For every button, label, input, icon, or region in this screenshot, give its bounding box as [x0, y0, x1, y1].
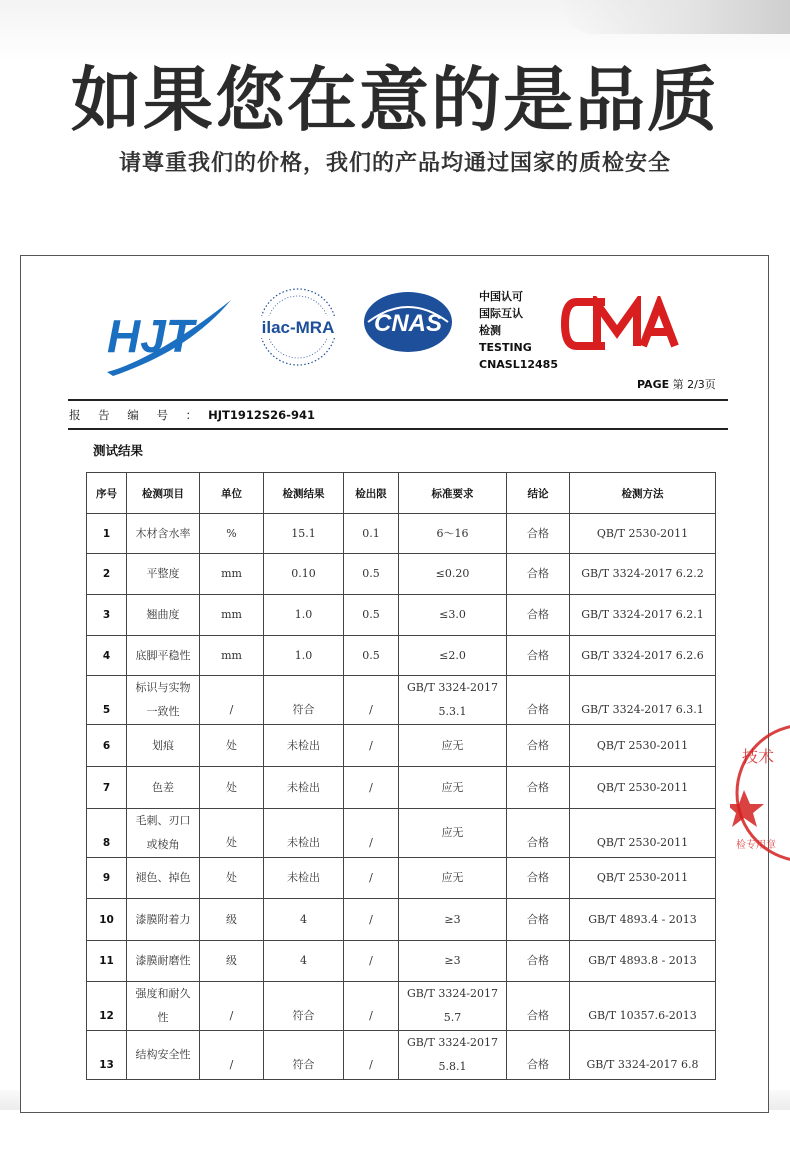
cma-logo — [561, 296, 681, 352]
cell-text: QB/T 2530-2011 — [596, 526, 689, 540]
cell-text: 强度和耐久 — [135, 987, 191, 1000]
table-row — [87, 858, 716, 899]
cell-text: 未检出 — [287, 738, 320, 752]
col-header-result: 检测结果 — [264, 473, 344, 514]
cell-seq — [87, 676, 127, 725]
cell-text: 应无 — [441, 871, 464, 884]
table-row — [87, 636, 716, 676]
cell-seq — [87, 636, 127, 676]
table-row — [87, 899, 716, 941]
cell-text: 7 — [102, 781, 111, 794]
cell-unit — [200, 514, 264, 554]
cell-result — [264, 595, 344, 636]
cell-result — [264, 858, 344, 899]
header-rule-bottom — [68, 428, 728, 430]
cell-seq — [87, 858, 127, 899]
cell-text: 4 — [300, 954, 307, 967]
cell-unit — [200, 1031, 264, 1080]
cell-text: 平整度 — [146, 567, 180, 580]
hjt-logo — [99, 294, 235, 378]
stamp-text-top: 技术 — [742, 747, 775, 766]
cell-method — [570, 858, 716, 899]
ilac-logo-text: ilac-MRA — [261, 318, 335, 337]
cell-text: / — [229, 1058, 234, 1071]
cma-m-stroke — [597, 304, 637, 346]
cell-requirement — [399, 676, 507, 725]
cell-text: GB/T 3324-2017 — [406, 1036, 499, 1049]
cell-text: 合格 — [527, 526, 549, 540]
ilac-mra-logo — [250, 286, 346, 368]
results-table — [86, 472, 716, 1080]
table-row — [87, 982, 716, 1031]
cell-text: 合格 — [527, 912, 549, 926]
cell-text: 级 — [226, 912, 237, 926]
cell-text: / — [369, 703, 373, 716]
cell-text: 褪色、掉色 — [135, 871, 191, 884]
page-label: PAGE — [637, 378, 670, 391]
accreditation-line: 国际互认 — [479, 307, 523, 320]
cell-result — [264, 1031, 344, 1080]
table-header-row — [87, 473, 716, 514]
cell-result — [264, 554, 344, 595]
cell-text: mm — [221, 608, 242, 621]
cell-text: GB/T 10357.6-2013 — [588, 1009, 697, 1022]
cell-text: / — [369, 738, 373, 752]
cell-result — [264, 941, 344, 982]
headline: 如果您在意的是品质 — [71, 58, 719, 141]
cell-method — [570, 514, 716, 554]
cell-text: QB/T 2530-2011 — [596, 836, 689, 849]
cell-requirement — [399, 899, 507, 941]
cell-text: 处 — [226, 780, 237, 794]
cell-result — [264, 982, 344, 1031]
cell-text: ≤3.0 — [439, 608, 466, 621]
table-row — [87, 767, 716, 809]
cell-limit — [344, 554, 399, 595]
cell-result — [264, 725, 344, 767]
cell-result — [264, 636, 344, 676]
cell-limit — [344, 1031, 399, 1080]
table-row — [87, 809, 716, 858]
cell-unit — [200, 809, 264, 858]
cell-text: 15.1 — [291, 526, 316, 540]
cell-unit — [200, 767, 264, 809]
page-indicator — [637, 376, 716, 392]
cell-seq — [87, 767, 127, 809]
cell-text: 性 — [157, 1011, 169, 1024]
cell-seq — [87, 514, 127, 554]
table-row — [87, 676, 716, 725]
cell-limit — [344, 809, 399, 858]
cell-limit — [344, 767, 399, 809]
cell-text: 木材含水率 — [135, 526, 191, 540]
cell-text: 色差 — [152, 780, 174, 794]
cell-text: 1.0 — [294, 608, 313, 621]
cell-text: / — [229, 703, 234, 716]
cell-item — [127, 858, 200, 899]
cell-item — [127, 595, 200, 636]
table-row — [87, 595, 716, 636]
cell-conclusion — [507, 858, 570, 899]
cell-text: 合格 — [527, 954, 549, 967]
accreditation-line: CNASL12485 — [479, 358, 558, 371]
cell-text: 符合 — [292, 1058, 315, 1071]
cell-text: 0.5 — [362, 648, 380, 662]
cell-text: 合格 — [527, 567, 549, 580]
cell-text: 8 — [102, 837, 111, 849]
cell-limit — [344, 636, 399, 676]
cell-unit — [200, 941, 264, 982]
cell-limit — [344, 595, 399, 636]
cell-text: 6 — [102, 739, 111, 752]
table-row — [87, 1031, 716, 1080]
test-report-page — [20, 255, 769, 1113]
cell-requirement — [399, 809, 507, 858]
col-header-limit: 检出限 — [344, 473, 399, 514]
cell-method — [570, 636, 716, 676]
cell-text: 0.5 — [362, 567, 380, 580]
cell-text: / — [369, 912, 373, 926]
cell-text: 漆膜附着力 — [135, 912, 191, 926]
cell-seq — [87, 982, 127, 1031]
cell-text: 合格 — [527, 738, 549, 752]
col-header-item: 检测项目 — [127, 473, 200, 514]
cell-requirement — [399, 982, 507, 1031]
cell-text: 4 — [102, 649, 111, 662]
cell-text: 漆膜耐磨性 — [135, 954, 191, 967]
cell-seq — [87, 595, 127, 636]
cell-conclusion — [507, 636, 570, 676]
cell-text: 5 — [102, 704, 111, 716]
cell-requirement — [399, 514, 507, 554]
cell-method — [570, 554, 716, 595]
cell-text: / — [369, 780, 373, 794]
report-number-line — [69, 407, 315, 423]
cnas-logo-text: CNAS — [373, 310, 443, 337]
cell-text: 3 — [102, 609, 111, 621]
decorative-brush-stroke — [560, 0, 790, 34]
cell-text: 处 — [226, 871, 237, 884]
cell-method — [570, 595, 716, 636]
table-row — [87, 941, 716, 982]
cell-text: 划痕 — [152, 738, 174, 752]
cell-result — [264, 809, 344, 858]
cell-text: 一致性 — [146, 705, 180, 718]
cell-text: 未检出 — [287, 871, 320, 884]
cell-text: ≥3 — [444, 954, 461, 967]
cell-text: % — [226, 526, 237, 540]
cell-method — [570, 725, 716, 767]
cell-conclusion — [507, 725, 570, 767]
col-header-method: 检测方法 — [570, 473, 716, 514]
cell-requirement — [399, 554, 507, 595]
col-header-conclusion: 结论 — [507, 473, 570, 514]
cell-text: 5.8.1 — [438, 1060, 467, 1073]
cell-text: 0.5 — [362, 608, 380, 621]
cell-seq — [87, 725, 127, 767]
cell-text: 应无 — [441, 780, 464, 794]
cell-text: / — [369, 954, 373, 967]
cell-conclusion — [507, 595, 570, 636]
cell-conclusion — [507, 899, 570, 941]
cell-requirement — [399, 595, 507, 636]
cell-text: GB/T 3324-2017 — [406, 987, 499, 1000]
cell-text: / — [369, 871, 373, 884]
cell-text: QB/T 2530-2011 — [596, 780, 689, 794]
cell-text: GB/T 3324-2017 — [406, 681, 499, 694]
cell-limit — [344, 858, 399, 899]
cell-item — [127, 809, 200, 858]
cell-unit — [200, 982, 264, 1031]
cell-limit — [344, 514, 399, 554]
cell-unit — [200, 595, 264, 636]
cell-limit — [344, 941, 399, 982]
results-table-body — [87, 514, 716, 1080]
cell-text: 1.0 — [294, 648, 313, 662]
accreditation-text — [479, 288, 559, 373]
cell-text: GB/T 3324-2017 6.2.1 — [581, 608, 704, 621]
section-title: 测试结果 — [93, 443, 144, 458]
cell-text: ≤0.20 — [435, 567, 470, 580]
cell-unit — [200, 636, 264, 676]
cell-conclusion — [507, 941, 570, 982]
cell-text: 应无 — [441, 826, 464, 839]
cell-text: 处 — [226, 836, 237, 849]
cell-text: GB/T 4893.4 - 2013 — [588, 912, 697, 926]
cell-text: 2 — [102, 568, 111, 580]
cell-text: 翘曲度 — [146, 608, 180, 621]
cell-item — [127, 636, 200, 676]
cell-requirement — [399, 941, 507, 982]
stamp-star-icon — [730, 790, 764, 827]
cell-text: 合格 — [527, 703, 549, 716]
cell-text: 合格 — [527, 871, 549, 884]
cell-conclusion — [507, 809, 570, 858]
cell-result — [264, 676, 344, 725]
cell-text: GB/T 3324-2017 6.3.1 — [581, 703, 704, 716]
page-value: 第 2/3页 — [672, 378, 716, 391]
cell-text: 11 — [99, 955, 114, 967]
cell-text: QB/T 2530-2011 — [596, 871, 689, 884]
cell-text: 10 — [99, 913, 114, 926]
cell-text: GB/T 3324-2017 6.2.2 — [581, 567, 704, 580]
cell-text: QB/T 2530-2011 — [596, 738, 689, 752]
table-row — [87, 725, 716, 767]
col-header-seq: 序号 — [87, 473, 127, 514]
cell-item — [127, 554, 200, 595]
cell-method — [570, 676, 716, 725]
cell-unit — [200, 676, 264, 725]
cell-text: 结构安全性 — [135, 1048, 191, 1061]
cell-text: 合格 — [527, 1009, 549, 1022]
cell-method — [570, 899, 716, 941]
cell-requirement — [399, 858, 507, 899]
cell-text: / — [369, 1009, 373, 1022]
cell-text: ≤2.0 — [439, 648, 466, 662]
cell-text: 5.3.1 — [438, 705, 467, 718]
cell-text: GB/T 3324-2017 6.8 — [586, 1058, 699, 1071]
accreditation-line: 检测 — [479, 324, 501, 337]
cell-result — [264, 899, 344, 941]
cell-item — [127, 767, 200, 809]
cell-text: GB/T 3324-2017 6.2.6 — [581, 648, 704, 662]
cell-text: 4 — [300, 912, 307, 926]
col-header-unit: 单位 — [200, 473, 264, 514]
accreditation-line: TESTING — [479, 341, 532, 354]
cell-method — [570, 982, 716, 1031]
cell-requirement — [399, 725, 507, 767]
cell-item — [127, 982, 200, 1031]
cell-unit — [200, 554, 264, 595]
cell-requirement — [399, 636, 507, 676]
cma-a-stroke — [643, 304, 675, 346]
cell-result — [264, 767, 344, 809]
cell-conclusion — [507, 767, 570, 809]
cell-text: 或棱角 — [146, 838, 180, 851]
cell-item — [127, 725, 200, 767]
cell-text: GB/T 4893.8 - 2013 — [588, 954, 697, 967]
cell-method — [570, 941, 716, 982]
cell-text: 合格 — [527, 648, 549, 662]
cell-requirement — [399, 767, 507, 809]
cell-seq — [87, 554, 127, 595]
cell-text: 13 — [99, 1059, 114, 1071]
cell-text: 应无 — [441, 738, 464, 752]
cell-text: 12 — [99, 1010, 114, 1022]
cell-text: 合格 — [527, 1058, 549, 1071]
cell-text: 符合 — [292, 703, 315, 716]
cell-unit — [200, 899, 264, 941]
cell-text: 5.7 — [443, 1011, 462, 1024]
hjt-logo-text: HJT — [107, 310, 194, 362]
cell-text: ≥3 — [444, 912, 461, 926]
cell-seq — [87, 941, 127, 982]
cell-text: 级 — [226, 954, 237, 967]
accreditation-line: 中国认可 — [479, 290, 523, 303]
cell-unit — [200, 725, 264, 767]
cell-text: 未检出 — [287, 836, 320, 849]
cell-item — [127, 676, 200, 725]
cell-method — [570, 1031, 716, 1080]
col-header-requirement: 标准要求 — [399, 473, 507, 514]
report-number: HJT1912S26-941 — [208, 408, 315, 422]
cell-seq — [87, 809, 127, 858]
cell-conclusion — [507, 514, 570, 554]
cell-requirement — [399, 1031, 507, 1080]
cell-unit — [200, 858, 264, 899]
cell-text: 合格 — [527, 608, 549, 621]
cell-text: 标识与实物 — [135, 681, 191, 694]
cell-item — [127, 514, 200, 554]
cell-text: 0.10 — [291, 567, 316, 580]
cell-limit — [344, 676, 399, 725]
cell-limit — [344, 982, 399, 1031]
cell-conclusion — [507, 554, 570, 595]
cell-item — [127, 1031, 200, 1080]
cell-text: 6～16 — [436, 526, 469, 540]
cell-text: 合格 — [527, 836, 549, 849]
inspection-stamp — [730, 718, 790, 868]
table-row — [87, 554, 716, 595]
subheadline: 请尊重我们的价格，我们的产品均通过国家的质检安全 — [118, 151, 671, 176]
table-row — [87, 514, 716, 554]
cell-text: mm — [221, 648, 242, 662]
header-rule-top — [68, 399, 728, 401]
cell-text: 0.1 — [362, 526, 380, 540]
cell-text: 未检出 — [287, 780, 320, 794]
cell-conclusion — [507, 1031, 570, 1080]
cnas-logo — [362, 290, 454, 354]
cell-limit — [344, 725, 399, 767]
cell-item — [127, 941, 200, 982]
cell-text: 符合 — [292, 1009, 315, 1022]
cell-limit — [344, 899, 399, 941]
cell-conclusion — [507, 982, 570, 1031]
cell-result — [264, 514, 344, 554]
cell-method — [570, 767, 716, 809]
cell-seq — [87, 1031, 127, 1080]
cell-method — [570, 809, 716, 858]
cell-text: 1 — [102, 527, 111, 540]
cell-text: / — [369, 836, 373, 849]
report-number-label: 报 告 编 号 ： — [69, 408, 205, 422]
stamp-text-bottom: 检专用章 — [736, 840, 776, 851]
cell-seq — [87, 899, 127, 941]
cell-text: / — [229, 1009, 234, 1022]
cell-text: 毛刺、刃口 — [135, 814, 191, 827]
cell-item — [127, 899, 200, 941]
cell-conclusion — [507, 676, 570, 725]
cell-text: / — [369, 1058, 373, 1071]
cell-text: 9 — [102, 872, 111, 884]
cell-text: 合格 — [527, 780, 549, 794]
cell-text: 处 — [226, 738, 237, 752]
cell-text: mm — [221, 567, 242, 580]
cell-text: 底脚平稳性 — [135, 648, 191, 662]
